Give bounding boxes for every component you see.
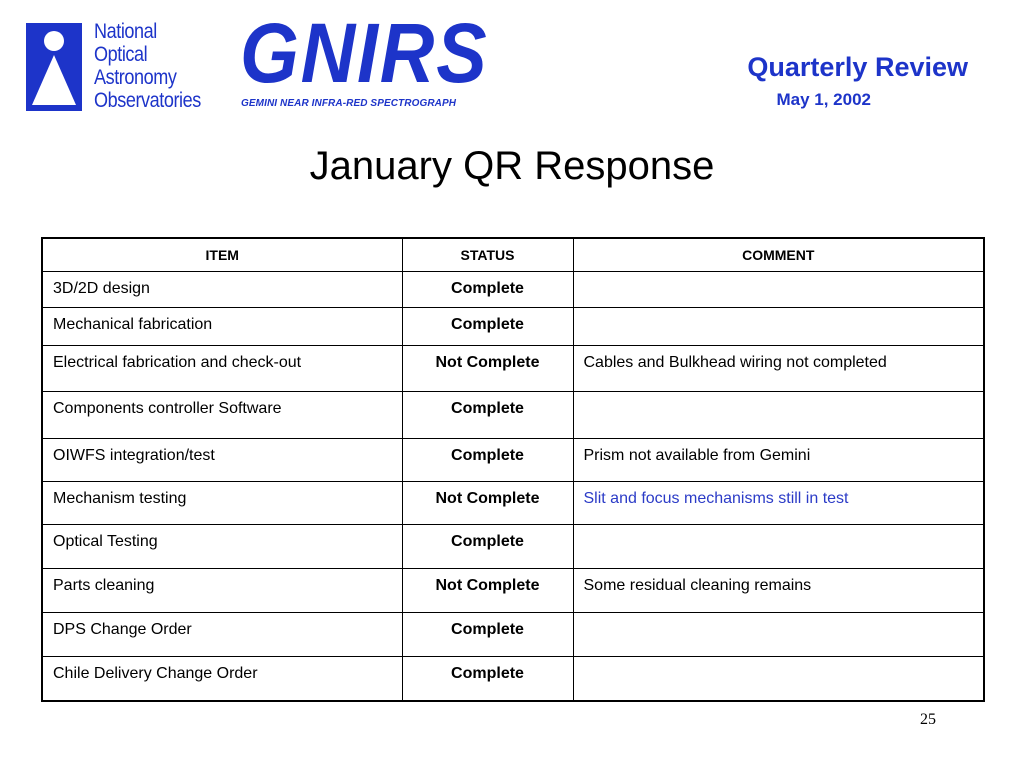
response-table bbox=[41, 237, 985, 702]
status-cell: Complete bbox=[402, 657, 573, 701]
column-header-status: STATUS bbox=[402, 238, 573, 271]
status-cell: Complete bbox=[402, 307, 573, 345]
slide-title: January QR Response bbox=[309, 144, 715, 188]
noao-line: Astronomy bbox=[94, 66, 177, 89]
comment-cell bbox=[573, 525, 984, 568]
comment-cell: Cables and Bulkhead wiring not completed bbox=[573, 346, 984, 392]
table-row bbox=[42, 438, 984, 481]
gnirs-logo-subtitle: GEMINI NEAR INFRA-RED SPECTROGRAPH bbox=[241, 98, 457, 109]
item-cell: Optical Testing bbox=[42, 525, 402, 568]
comment-cell: Prism not available from Gemini bbox=[573, 438, 984, 481]
item-cell: DPS Change Order bbox=[42, 612, 402, 656]
column-header-item: ITEM bbox=[42, 238, 402, 271]
comment-cell bbox=[573, 612, 984, 656]
item-cell: Mechanism testing bbox=[42, 481, 402, 524]
comment-cell bbox=[573, 657, 984, 701]
table-row bbox=[42, 568, 984, 612]
table-row bbox=[42, 612, 984, 656]
noao-line: Observatories bbox=[94, 89, 201, 112]
noao-logo-icon bbox=[26, 23, 82, 111]
comment-cell: Slit and focus mechanisms still in test bbox=[573, 481, 984, 524]
table-header-row bbox=[42, 238, 984, 271]
item-cell: Components controller Software bbox=[42, 392, 402, 438]
noao-line: National bbox=[94, 20, 157, 43]
status-cell: Complete bbox=[402, 438, 573, 481]
item-cell: OIWFS integration/test bbox=[42, 438, 402, 481]
table-row bbox=[42, 657, 984, 701]
gnirs-logo: GNIRS bbox=[240, 6, 489, 100]
table-row bbox=[42, 271, 984, 307]
column-header-comment: COMMENT bbox=[573, 238, 984, 271]
review-date: May 1, 2002 bbox=[776, 90, 871, 109]
table-row bbox=[42, 481, 984, 524]
status-cell: Not Complete bbox=[402, 568, 573, 612]
status-cell: Not Complete bbox=[402, 481, 573, 524]
comment-cell bbox=[573, 392, 984, 438]
noao-wordmark bbox=[94, 20, 214, 112]
table-row bbox=[42, 525, 984, 568]
noao-line: Optical bbox=[94, 43, 148, 66]
table-row bbox=[42, 346, 984, 392]
status-cell: Complete bbox=[402, 612, 573, 656]
table-row bbox=[42, 307, 984, 345]
page-number: 25 bbox=[920, 711, 936, 728]
status-cell: Complete bbox=[402, 525, 573, 568]
table-row bbox=[42, 392, 984, 438]
status-cell: Complete bbox=[402, 392, 573, 438]
comment-cell bbox=[573, 307, 984, 345]
item-cell: Mechanical fabrication bbox=[42, 307, 402, 345]
review-title: Quarterly Review bbox=[747, 52, 968, 82]
item-cell: Chile Delivery Change Order bbox=[42, 657, 402, 701]
item-cell: 3D/2D design bbox=[42, 271, 402, 307]
comment-cell bbox=[573, 271, 984, 307]
item-cell: Parts cleaning bbox=[42, 568, 402, 612]
status-cell: Complete bbox=[402, 271, 573, 307]
comment-cell: Some residual cleaning remains bbox=[573, 568, 984, 612]
status-cell: Not Complete bbox=[402, 346, 573, 392]
item-cell: Electrical fabrication and check-out bbox=[42, 346, 402, 392]
